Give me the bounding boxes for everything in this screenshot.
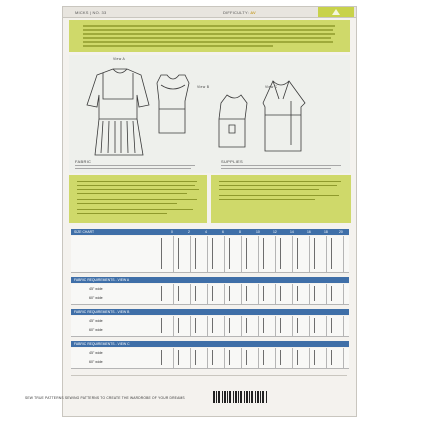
pattern-number: MICKS | NO. 33 [75, 10, 107, 15]
fabric-c-rows [71, 348, 349, 369]
barcode [213, 391, 267, 403]
table-cell [293, 284, 310, 304]
pattern-envelope-back: MICKS | NO. 33 DIFFICULTY: AV View A View B View C FABRIC SUPPLIES SIZE CHART 0 2 4 6 8 10 12 14 16 18 20 FABRIC REQUIREMENTS - VIEW A 45" wide 60" wide FABRIC REQUIREMENTS - VIEW B 45" wide 60" wide FABRIC REQUIREMENTS - VIEW C 45" wide 60" wide SEW TRUE PATTERNS SEWING PATTERNS TO CREATE THE WARDROBE OF YOUR DREAMS [62, 6, 357, 417]
view-a-label: View A [113, 57, 126, 61]
supplies-heading: SUPPLIES [221, 159, 243, 164]
brand-logo [318, 7, 354, 17]
size-chart-body [71, 236, 349, 273]
table-cell [293, 348, 310, 368]
fabric-b-rows [71, 316, 349, 337]
table-cell [276, 348, 293, 368]
table-cell [276, 316, 293, 336]
fabric-a-rows [71, 284, 349, 305]
table-cell [242, 236, 259, 272]
table-cell [174, 236, 191, 272]
table-cell [174, 348, 191, 368]
table-cell [225, 316, 242, 336]
table-cell [157, 348, 174, 368]
table-cell [157, 284, 174, 304]
fabric-heading: FABRIC [75, 159, 92, 164]
table-cell [310, 348, 327, 368]
table-cell [191, 348, 208, 368]
table-cell [157, 236, 174, 272]
table-cell [191, 236, 208, 272]
difficulty-value: AV [250, 10, 256, 15]
table-cell [293, 236, 310, 272]
table-cell [208, 348, 225, 368]
view-b-label: View B [197, 85, 210, 89]
table-cell [259, 316, 276, 336]
difficulty-label: DIFFICULTY: AV [223, 10, 256, 15]
garment-illustrations [69, 55, 350, 173]
header-bar [63, 7, 356, 18]
table-cell [208, 236, 225, 272]
table-cell [259, 236, 276, 272]
table-cell [242, 316, 259, 336]
intro-text-panel [69, 20, 350, 52]
table-cell [157, 316, 174, 336]
table-cell [242, 284, 259, 304]
table-cell [208, 316, 225, 336]
table-cell [327, 316, 344, 336]
table-cell [191, 284, 208, 304]
fabric-a-header: FABRIC REQUIREMENTS - VIEW A [71, 277, 349, 283]
table-cell [327, 236, 344, 272]
table-cell [174, 284, 191, 304]
table-cell [276, 284, 293, 304]
table-cell [276, 236, 293, 272]
table-cell [327, 348, 344, 368]
size-chart-header: SIZE CHART 0 2 4 6 8 10 12 14 16 18 20 [71, 229, 349, 235]
table-cell [310, 284, 327, 304]
size-chart-title: SIZE CHART [74, 230, 95, 234]
dress-line-drawings [69, 55, 350, 173]
table-cell [259, 348, 276, 368]
fabric-notes-panel [69, 175, 207, 223]
table-cell [259, 284, 276, 304]
table-cell [191, 316, 208, 336]
supplies-notes-panel [211, 175, 351, 223]
fabric-c-header: FABRIC REQUIREMENTS - VIEW C [71, 341, 349, 347]
view-c-label: View C [265, 85, 278, 89]
footer-tagline: SEW TRUE PATTERNS SEWING PATTERNS TO CREATE THE WARDROBE OF YOUR DREAMS [25, 396, 185, 400]
table-cell [174, 316, 191, 336]
table-cell [225, 348, 242, 368]
table-cell [242, 348, 259, 368]
table-cell [327, 284, 344, 304]
table-cell [310, 316, 327, 336]
table-cell [208, 284, 225, 304]
table-cell [225, 284, 242, 304]
table-cell [310, 236, 327, 272]
table-cell [225, 236, 242, 272]
fabric-b-header: FABRIC REQUIREMENTS - VIEW B [71, 309, 349, 315]
table-cell [293, 316, 310, 336]
